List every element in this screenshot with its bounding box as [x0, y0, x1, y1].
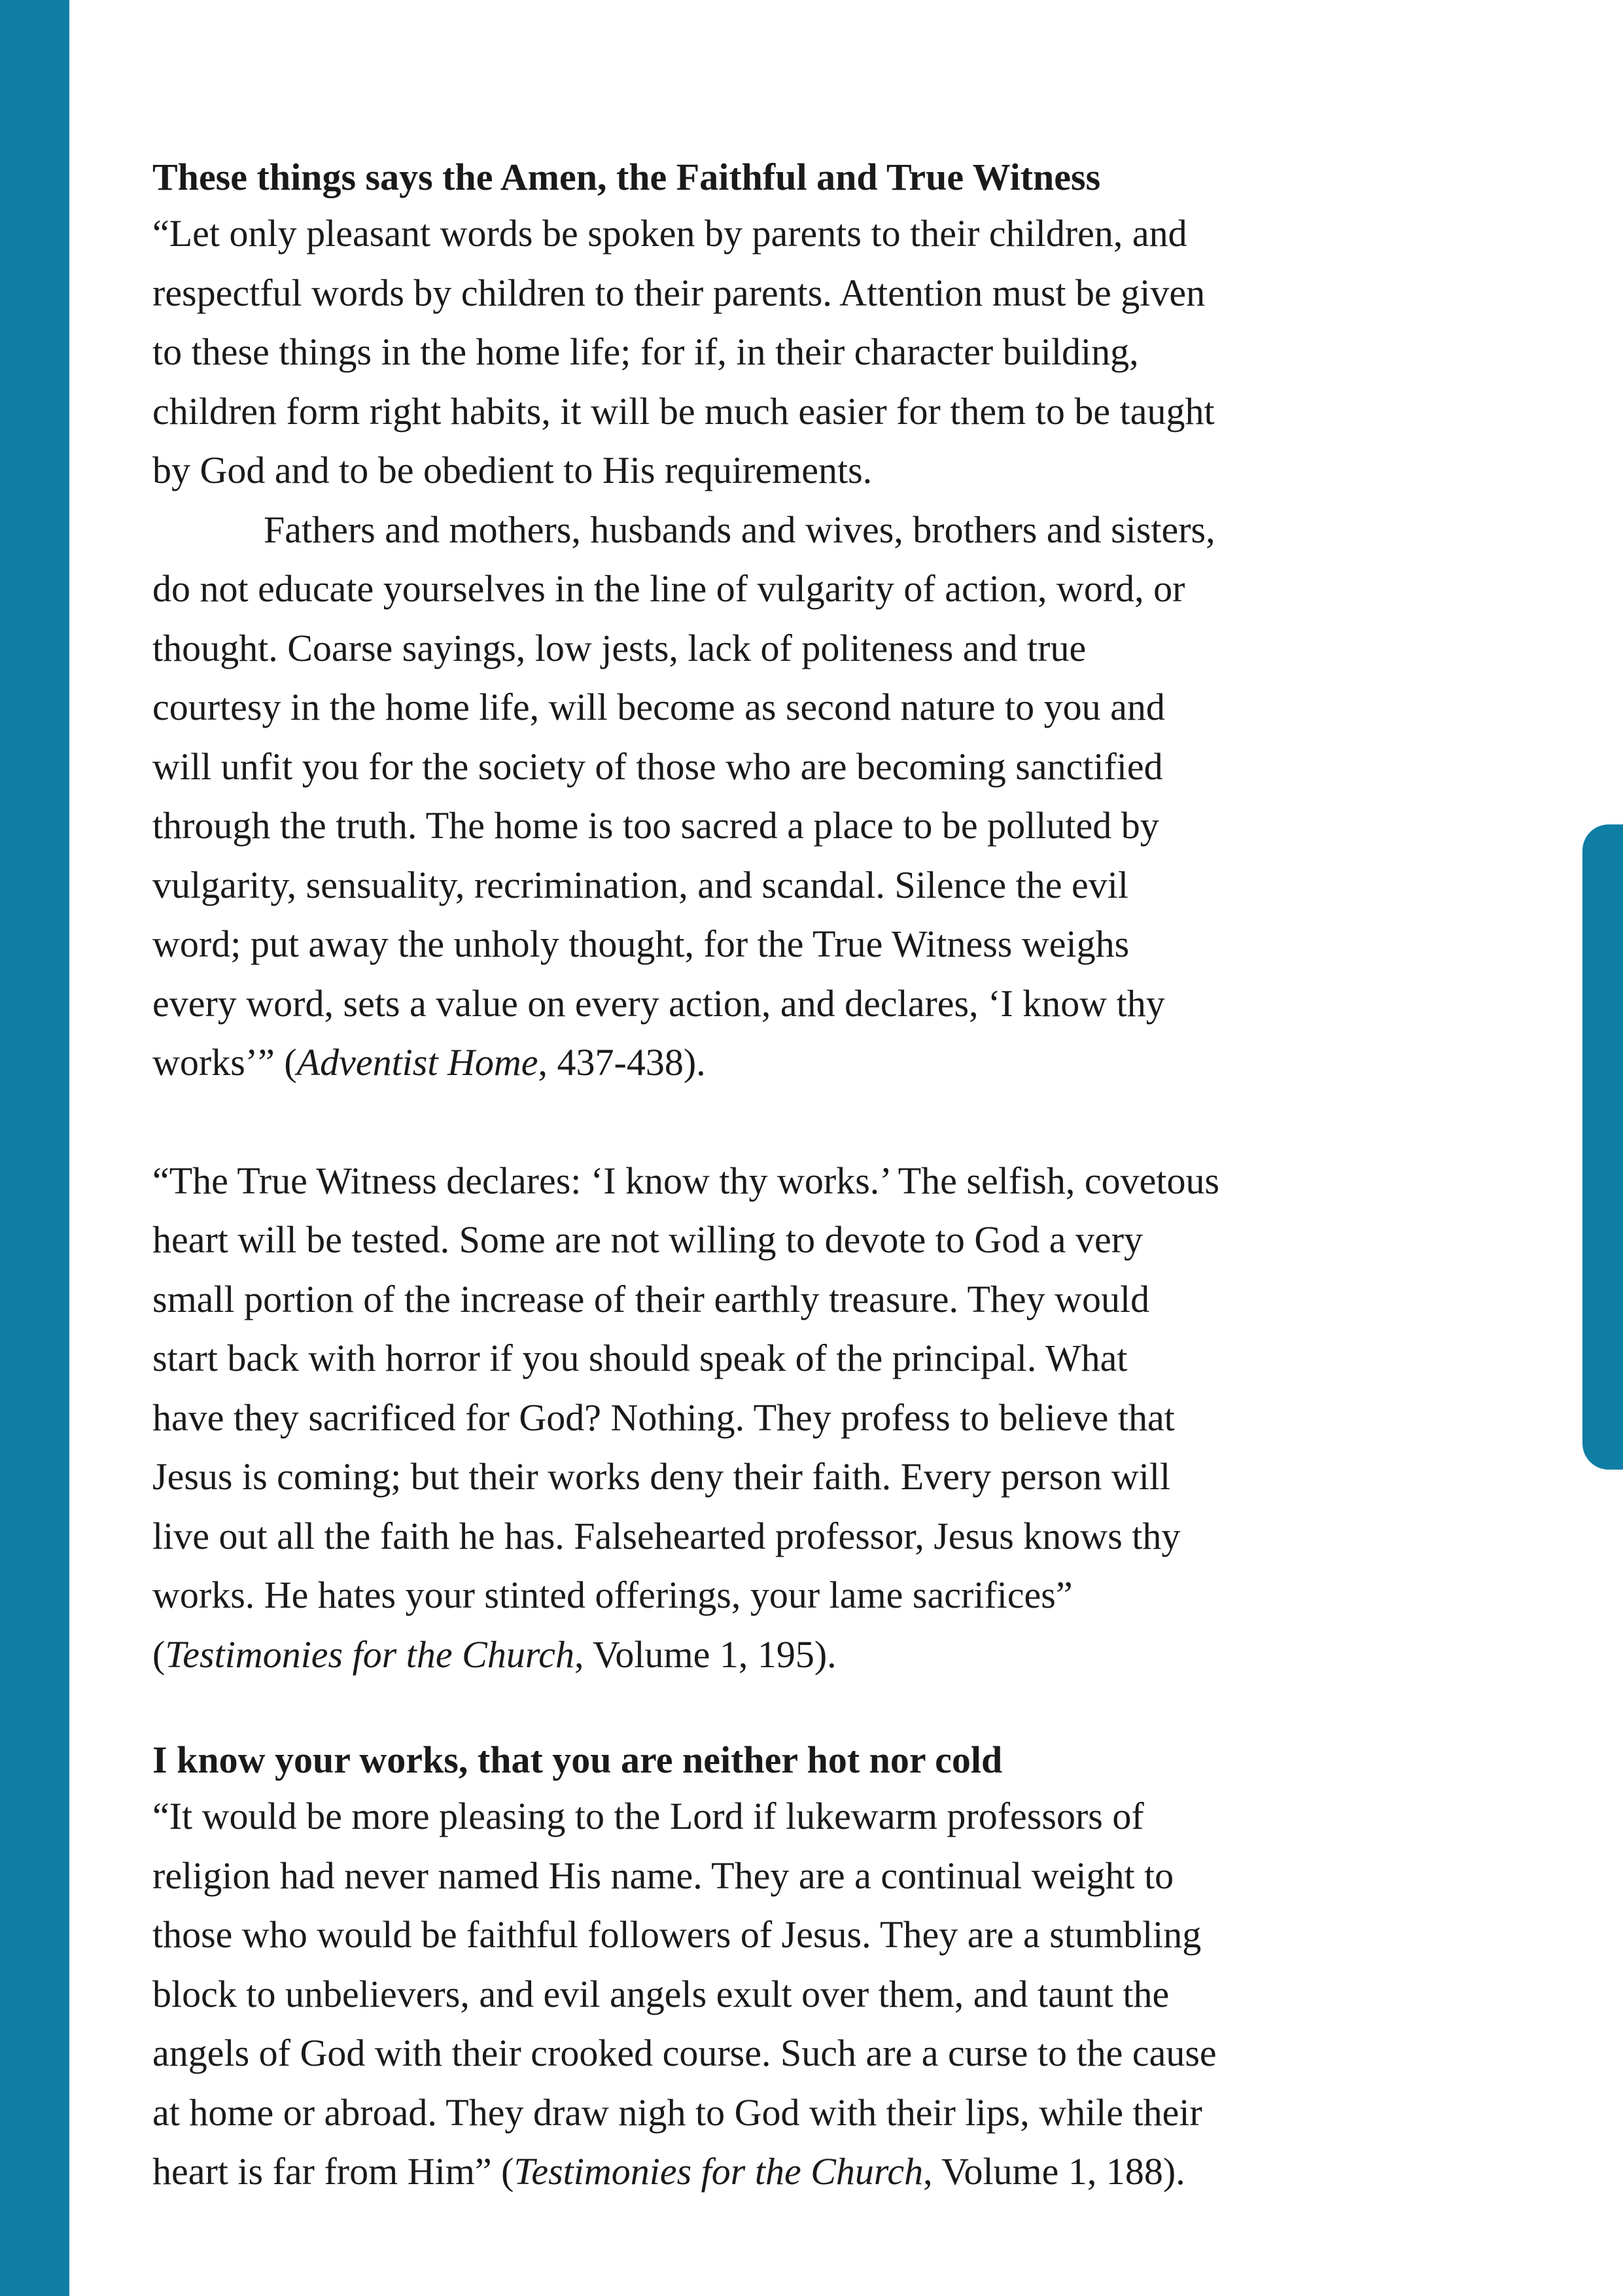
- quote-adventist-home: [152, 204, 1461, 1093]
- paragraph-gap: [152, 1093, 1461, 1152]
- text-fragment: works’” (: [152, 1041, 297, 1084]
- text-fragment: , 437-438).: [538, 1041, 706, 1084]
- side-thumb-tab: [1582, 824, 1623, 1470]
- text-line: angels of God with their crooked course. Such are a curse to the cause: [152, 2032, 1217, 2074]
- text-line: Fathers and mothers, husbands and wives, brothers and sisters,: [264, 508, 1215, 551]
- source-title: Adventist Home: [296, 1041, 538, 1084]
- text-line: vulgarity, sensuality, recrimination, and scandal. Silence the evil: [152, 863, 1128, 906]
- text-line: will unfit you for the society of those who are becoming sanctified: [152, 745, 1163, 788]
- quote-testimonies-195: [152, 1152, 1461, 1685]
- text-line: word; put away the unholy thought, for the True Witness weighs: [152, 923, 1130, 965]
- section-heading-faithful-witness: These things says the Amen, the Faithful and True Witness: [152, 156, 1101, 198]
- section-heading-neither-hot-nor-cold: I know your works, that you are neither hot nor cold: [152, 1739, 1003, 1781]
- text-line: Jesus is coming; but their works deny their faith. Every person will: [152, 1455, 1171, 1498]
- text-line: by God and to be obedient to His requirements.: [152, 449, 873, 491]
- text-line: to these things in the home life; for if, in their character building,: [152, 330, 1139, 373]
- text-line: small portion of the increase of their earthly treasure. They would: [152, 1277, 1150, 1320]
- text-line: works. He hates your stinted offerings, your lame sacrifices”: [152, 1574, 1073, 1616]
- text-line: do not educate yourselves in the line of vulgarity of action, word, or: [152, 567, 1185, 610]
- paragraph-gap: [152, 1684, 1461, 1733]
- quote-testimonies-188: [152, 1787, 1461, 2202]
- text-line: courtesy in the home life, will become as second nature to you and: [152, 686, 1165, 728]
- source-title: Testimonies for the Church: [514, 2150, 924, 2193]
- text-line: religion had never named His name. They are a continual weight to: [152, 1854, 1174, 1897]
- text-line: live out all the faith he has. Falsehearted professor, Jesus knows thy: [152, 1514, 1181, 1557]
- text-line: “The True Witness declares: ‘I know thy works.’ The selfish, covetous: [152, 1159, 1220, 1202]
- text-line: “Let only pleasant words be spoken by parents to their children, and: [152, 212, 1187, 255]
- text-line: every word, sets a value on every action, and declares, ‘I know thy: [152, 981, 1165, 1025]
- source-title: Testimonies for the Church: [165, 1633, 575, 1676]
- text-line: start back with horror if you should speak of the principal. What: [152, 1337, 1128, 1379]
- left-margin-band: [0, 0, 69, 2296]
- text-line: respectful words by children to their parents. Attention must be given: [152, 271, 1206, 314]
- text-fragment: (: [152, 1633, 166, 1676]
- text-fragment: , Volume 1, 195).: [574, 1633, 837, 1676]
- text-line: through the truth. The home is too sacred a place to be polluted by: [152, 804, 1159, 847]
- page-body: [152, 150, 1461, 2202]
- text-line: those who would be faithful followers of Jesus. They are a stumbling: [152, 1913, 1202, 1956]
- text-line: block to unbelievers, and evil angels exult over them, and taunt the: [152, 1972, 1170, 2015]
- text-fragment: heart is far from Him” (: [152, 2150, 514, 2193]
- citation-line: [152, 1033, 1461, 1093]
- text-fragment: , Volume 1, 188).: [923, 2150, 1185, 2193]
- text-line: children form right habits, it will be much easier for them to be taught: [152, 389, 1215, 433]
- citation-line: [152, 2142, 1461, 2202]
- text-line: have they sacrificed for God? Nothing. They profess to believe that: [152, 1396, 1175, 1439]
- text-line: heart will be tested. Some are not willing to devote to God a very: [152, 1218, 1143, 1261]
- citation-line: [152, 1625, 1461, 1685]
- text-line: at home or abroad. They draw nigh to God with their lips, while their: [152, 2091, 1202, 2134]
- text-line: thought. Coarse sayings, low jests, lack of politeness and true: [152, 626, 1087, 669]
- text-line: “It would be more pleasing to the Lord if lukewarm professors of: [152, 1795, 1144, 1837]
